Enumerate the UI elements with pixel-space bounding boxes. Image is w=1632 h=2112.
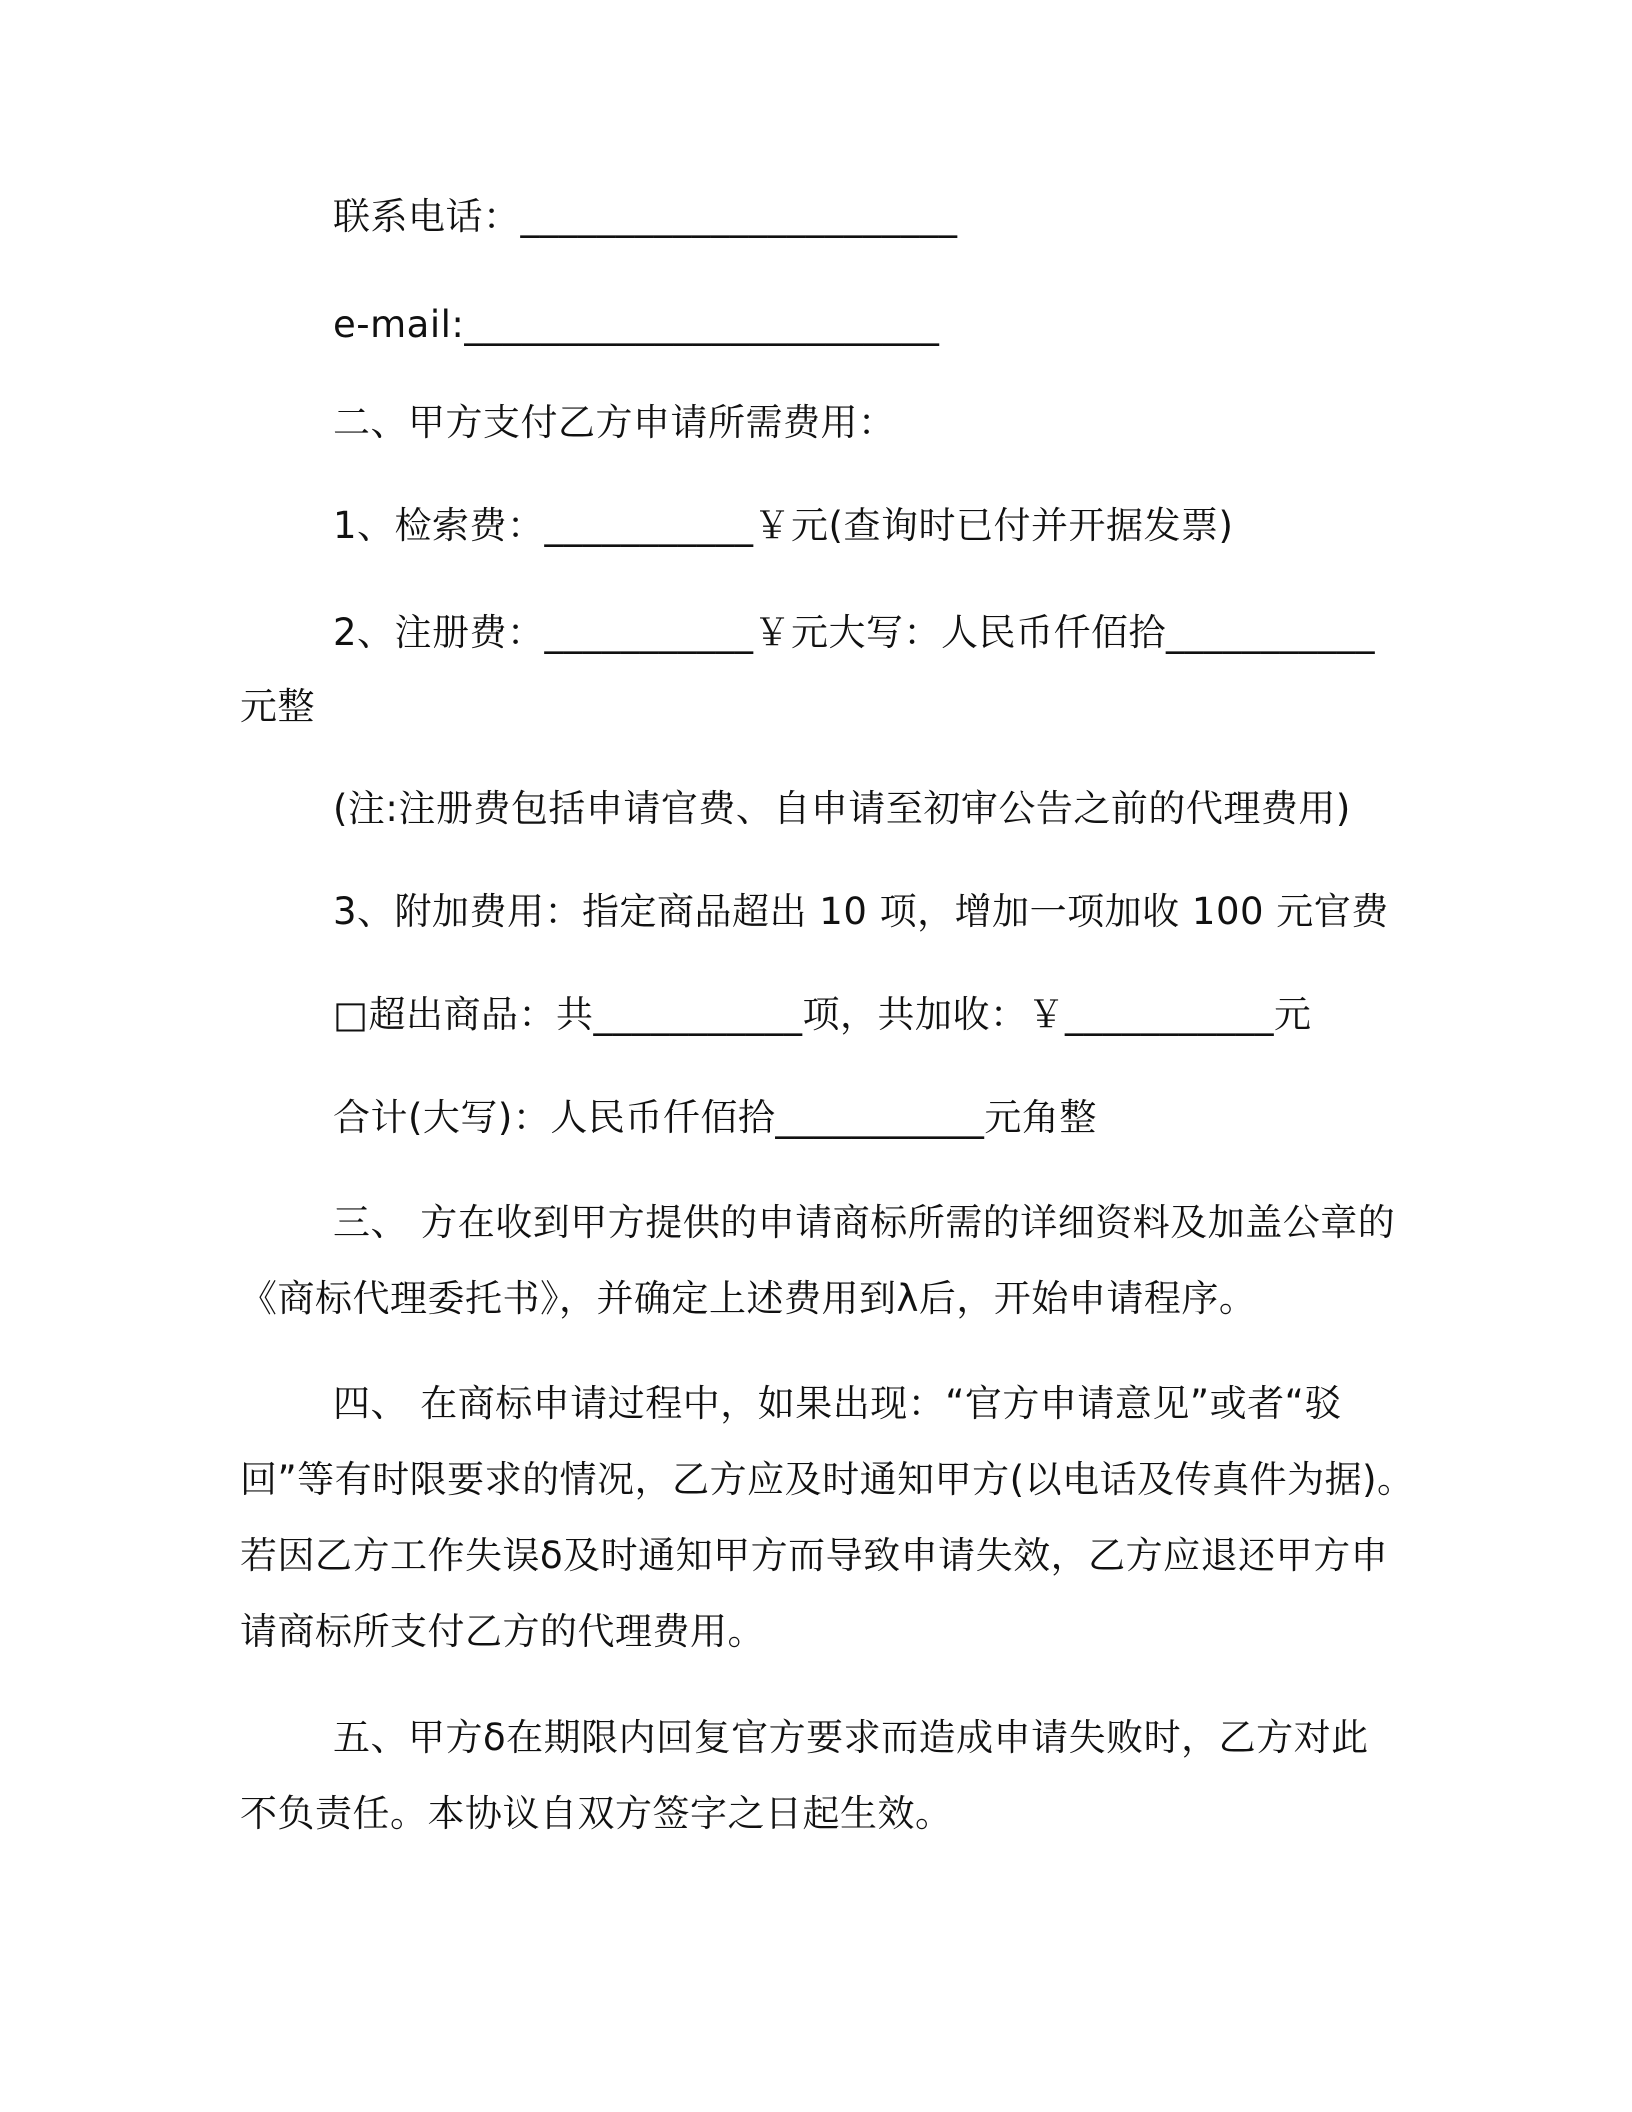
email-line: e-mail:_________________________ (333, 303, 940, 346)
fee-item-2-continued: 元整 (240, 685, 315, 728)
total-line: 合计(大写)：人民币仟佰拾___________元角整 (333, 1096, 1097, 1139)
fee-item-2: 2、注册费：___________￥元大写：人民币仟佰拾___________ (333, 611, 1376, 654)
section-5-line: 五、甲方δ在期限内回复官方要求而造成申请失败时，乙方对此 (333, 1716, 1369, 1759)
extra-goods-line: □超出商品：共___________项，共加收：￥___________元 (333, 993, 1312, 1036)
section-4-line: 回”等有时限要求的情况，乙方应及时通知甲方(以电话及传真件为据)。 (240, 1458, 1415, 1501)
section-3-line: 《商标代理委托书》，并确定上述费用到λ后，开始申请程序。 (240, 1277, 1257, 1320)
section-4-line: 四、 在商标申请过程中，如果出现：“官方申请意见”或者“驳 (333, 1382, 1342, 1425)
section-3-line: 三、 方在收到甲方提供的申请商标所需的详细资料及加盖公章的 (333, 1201, 1396, 1244)
contact-phone-line: 联系电话：_______________________ (333, 195, 958, 238)
fee-note: (注:注册费包括申请官费、自申请至初审公告之前的代理费用) (333, 787, 1351, 830)
fee-item-1: 1、检索费：___________￥元(查询时已付并开据发票) (333, 504, 1234, 547)
section-4-line: 请商标所支付乙方的代理费用。 (240, 1610, 765, 1653)
section-4-paragraph (240, 1366, 1440, 1670)
section-3-paragraph (240, 1185, 1440, 1337)
section-2-heading: 二、甲方支付乙方申请所需费用： (333, 401, 896, 444)
fee-item-3: 3、附加费用：指定商品超出 10 项，增加一项加收 100 元官费 (333, 890, 1389, 933)
section-5-line: 不负责任。本协议自双方签字之日起生效。 (240, 1792, 953, 1835)
section-4-line: 若因乙方工作失误δ及时通知甲方而导致申请失效，乙方应退还甲方申 (240, 1534, 1389, 1577)
section-5-paragraph (240, 1700, 1440, 1852)
